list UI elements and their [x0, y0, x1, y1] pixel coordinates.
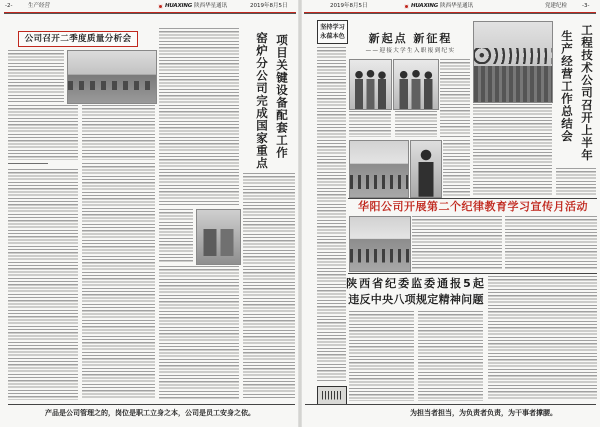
notice-headline-line-2: 违反中央八项规定精神问题: [348, 293, 484, 306]
article-body-text: [8, 105, 78, 160]
discipline-month-headline: 华阳公司开展第二个纪律教育学习宣传月活动: [358, 200, 588, 213]
page-number-right: -3-: [582, 3, 590, 9]
article-body-text: [473, 104, 552, 196]
article-body-text: [443, 140, 470, 196]
logo-wordmark: HUAXING: [165, 3, 193, 9]
article-body-text: [159, 28, 239, 206]
article-body-text: [159, 209, 193, 263]
page-number-left: -2-: [5, 3, 13, 9]
kiln-headline-column-1: 窑炉分公司完成国家重点: [255, 32, 269, 170]
issue-date-left: 2019年8月5日: [250, 3, 288, 9]
article-body-text: [488, 276, 597, 401]
section-divider: [348, 198, 597, 199]
footer-slogan-left: 产品是公司管理之的，岗位是职工立身之本，公司是员工安身之依。: [45, 409, 255, 417]
quality-meeting-headline: 公司召开二季度质量分析会: [18, 31, 138, 47]
article-body-text: [82, 163, 155, 400]
article-body-text: [418, 311, 483, 401]
photo-registration: [393, 59, 439, 110]
article-body-text: [8, 50, 64, 102]
article-body-text: [243, 173, 295, 400]
study-column-box: [317, 20, 348, 44]
article-body-text: [349, 311, 414, 401]
article-body-text: [412, 216, 502, 270]
paper-name: 陕西华星通讯: [194, 3, 228, 9]
kiln-headline-column-2: 项目关键设备配套工作: [275, 34, 289, 159]
section-name-right: 党建纪检: [545, 3, 568, 9]
photo-new-employees: [349, 59, 392, 110]
paper-name: 陕西华星通讯: [440, 3, 474, 9]
article-body-text: [556, 168, 596, 196]
section-divider: [348, 273, 597, 274]
new-start-subtitle: ——迎接大学生入职报到纪实: [365, 48, 456, 54]
footer-slogan-right: 为担当者担当，为负责者负责，为干事者撑腰。: [410, 409, 557, 417]
article-body-text: [159, 266, 239, 400]
article-body-text: [440, 59, 470, 137]
article-body-text: [349, 111, 391, 137]
photo-work-summary-meeting: [473, 21, 553, 103]
column-emblem-box: [317, 386, 347, 405]
notice-headline-line-1: 陕西省纪委监委通报5起: [346, 277, 486, 290]
huaxing-logo-icon: [158, 4, 163, 9]
study-box-line-1: 坚持学习: [320, 24, 345, 31]
photo-kiln-equipment: [196, 209, 241, 265]
study-box-line-2: 永葆本色: [320, 33, 345, 40]
photo-orientation-class: [349, 140, 409, 198]
article-body-text: [82, 105, 155, 160]
article-subheading: [8, 163, 48, 166]
logo-wordmark: HUAXING: [411, 3, 439, 9]
masthead-logo-left: [158, 3, 227, 10]
footer-rule-left: [8, 404, 295, 405]
new-start-headline: 新起点 新征程: [368, 32, 453, 45]
section-name-left: 生产经营: [28, 3, 51, 9]
article-body-text: [8, 169, 78, 400]
article-body-text: [317, 47, 346, 382]
header-rule-left-thin: [4, 13, 296, 14]
issue-date-right: 2019年8月5日: [330, 3, 368, 9]
photo-quality-meeting: [67, 50, 157, 104]
footer-rule-right: [305, 404, 596, 405]
huaxing-logo-icon: [404, 4, 409, 9]
article-body-text: [395, 111, 437, 137]
engineering-headline-column-2: 生产经营工作总结会: [560, 30, 574, 143]
photo-speaker: [410, 140, 442, 198]
engineering-headline-column-1: 工程技术公司召开上半年: [580, 24, 594, 162]
header-rule-right-thin: [304, 13, 596, 14]
masthead-logo-right: [404, 3, 473, 10]
article-body-text: [505, 216, 597, 270]
photo-discipline-training: [349, 216, 411, 272]
page-gutter: [298, 0, 302, 427]
